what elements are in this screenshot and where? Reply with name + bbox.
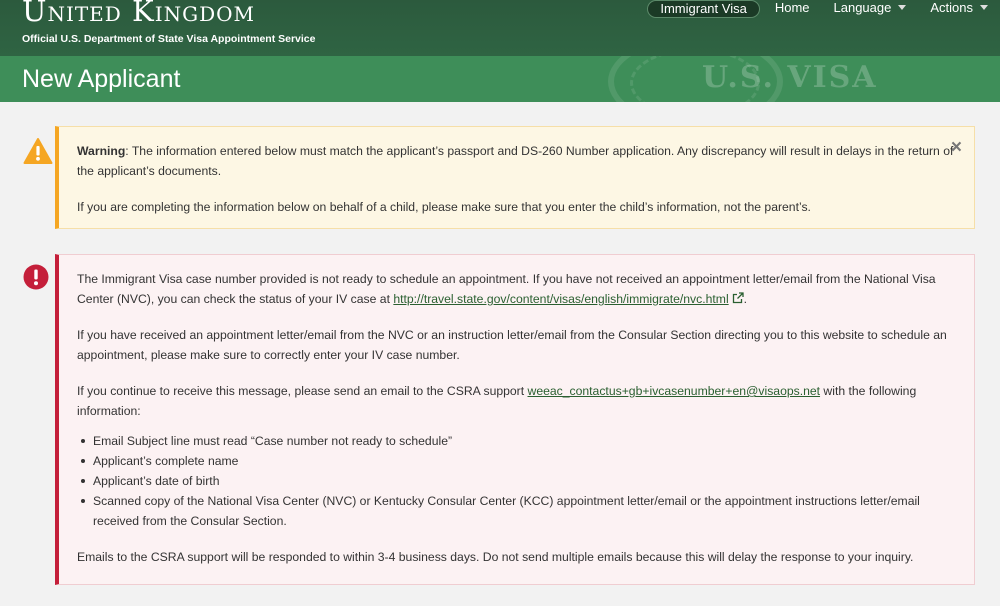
warning-alert	[55, 126, 975, 229]
page-title: New Applicant	[22, 65, 181, 93]
nav-immigrant-visa[interactable]	[647, 0, 759, 18]
nav-actions-dropdown[interactable]	[918, 0, 1000, 18]
nav-immigrant-visa-label: Immigrant Visa	[660, 1, 747, 16]
nav-language-label: Language	[833, 0, 892, 15]
page-banner	[0, 56, 1000, 102]
nav-home[interactable]	[763, 0, 822, 18]
warning-icon	[23, 137, 53, 165]
error-alert	[55, 254, 975, 585]
site-title[interactable]: United Kingdom	[22, 0, 255, 28]
caret-down-icon	[898, 5, 906, 10]
error-paragraph-response-time: Emails to the CSRA support will be responded to within 3-4 business days. Do not send multiple emails because this will delay the response to your inquiry.	[77, 550, 914, 564]
error-paragraph-contact	[77, 381, 954, 421]
top-nav	[647, 0, 1000, 20]
warning-text: : The information entered below must match the applicant’s passport and DS-260 Number application. Any discrepancy will result in delays in the return of the applicant’s documents.	[77, 144, 954, 178]
list-item: Applicant’s date of birth	[77, 471, 954, 491]
list-item: Applicant’s complete name	[77, 451, 954, 471]
required-info-list	[77, 431, 954, 531]
error-status-text: The Immigrant Visa case number provided is not ready to schedule an appointment. If you have not received an appointment letter/email from the National Visa Center (NVC), you can check the status of your IV case at	[77, 272, 936, 306]
nav-home-label: Home	[774, 0, 810, 15]
caret-down-icon	[980, 5, 988, 10]
site-subtitle: Official U.S. Department of State Visa Appointment Service	[22, 33, 316, 45]
csra-support-email-link[interactable]: weeac_contactus+gb+ivcasenumber+en@visaops.net	[527, 384, 821, 398]
warning-message	[77, 141, 954, 181]
error-status-end: .	[743, 292, 748, 306]
close-icon[interactable]: ×	[950, 137, 962, 158]
warning-label: Warning	[77, 144, 126, 158]
error-paragraph-status	[77, 269, 954, 309]
contact-text-end: with the following information:	[77, 384, 917, 418]
nvc-status-link[interactable]: http://travel.state.gov/content/visas/english/immigrate/nvc.html	[393, 292, 729, 306]
error-paragraph-instructions: If you have received an appointment letter/email from the NVC or an instruction letter/email from the Consular Section directing you to this website to schedule an appointment, please make sure to correctly enter your IV case number.	[77, 328, 947, 362]
contact-text: If you continue to receive this message, please send an email to the CSRA support	[77, 384, 528, 398]
list-item: Email Subject line must read “Case number not ready to schedule”	[77, 431, 954, 451]
list-item: Scanned copy of the National Visa Center (NVC) or Kentucky Consular Center (KCC) appointment letter/email or the appointment instructions letter/email received from the Consular Section.	[77, 491, 954, 531]
site-header	[0, 0, 1000, 56]
error-icon	[23, 264, 49, 290]
nav-actions-label: Actions	[930, 0, 973, 15]
warning-child-note: If you are completing the information below on behalf of a child, please make sure that you enter the child’s information, not the parent’s.	[77, 200, 811, 214]
nav-language-dropdown[interactable]	[822, 0, 919, 18]
external-link-icon[interactable]	[732, 292, 744, 304]
visa-watermark: U.S. VISA	[702, 60, 878, 95]
